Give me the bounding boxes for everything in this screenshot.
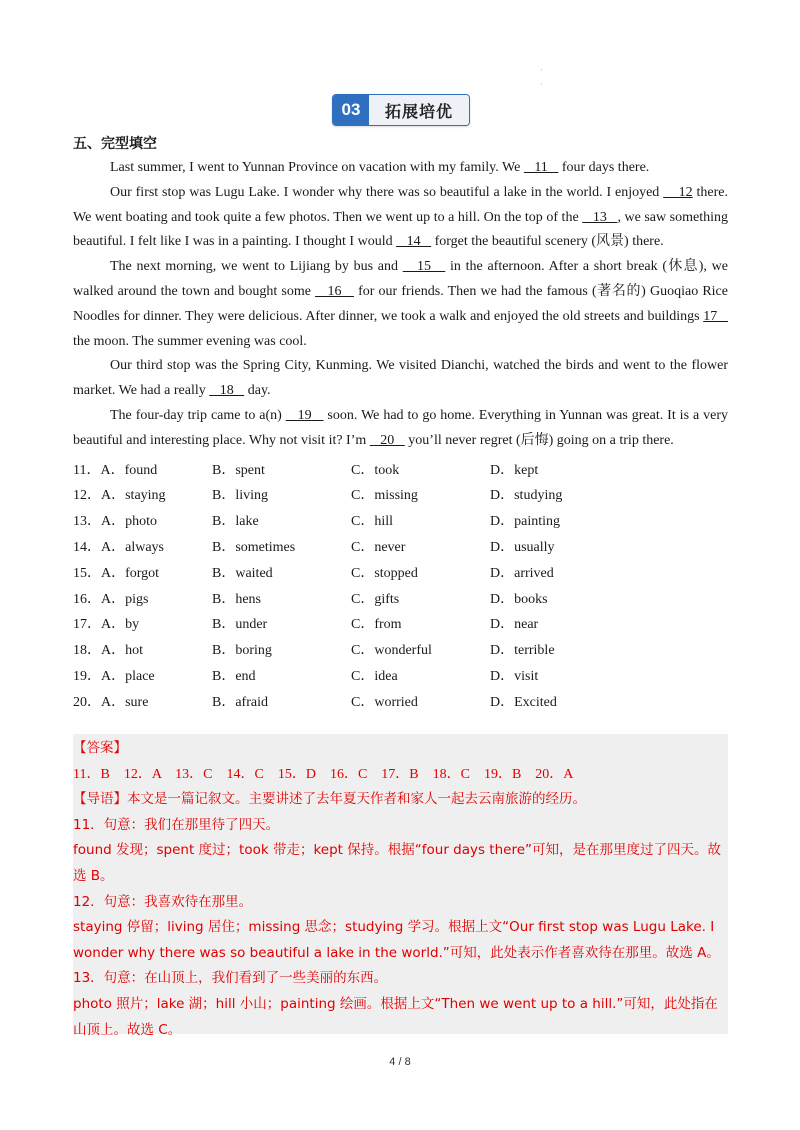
passage-paragraph (73, 156, 728, 181)
cloze-blank: 17 (703, 308, 728, 324)
option-item: B．waited (212, 565, 273, 581)
option-item: C．wonderful (351, 643, 432, 659)
option-row (73, 664, 728, 690)
answer-box (73, 734, 728, 1038)
option-item: 16．A．pigs (73, 591, 149, 607)
cloze-blank: 12 (663, 184, 693, 200)
option-item: C．hill (351, 514, 394, 530)
badge-title: 拓展培优 (369, 95, 469, 125)
explanation-line: photo 照片；lake 湖；hill 小山；painting 绘画。根据上文“Then we went up to a hill.”可知，此处指在山顶上。故选 C。 (73, 995, 718, 1038)
option-item: B．hens (212, 591, 261, 607)
section-title: 五、完型填空 (73, 136, 157, 152)
option-item: B．afraid (212, 694, 268, 710)
passage-text: four days there. (558, 160, 650, 175)
cloze-blank: 18 (209, 383, 245, 399)
passage-paragraph (73, 354, 728, 404)
explanation-line: found 发现；spent 度过；took 带走；kept 保持。根据“four days there”可知，是在那里度过了四天。故选 B。 (73, 842, 722, 884)
passage-paragraph (73, 181, 728, 255)
passage-paragraph (73, 404, 728, 454)
option-item: 13．A．photo (73, 514, 157, 530)
cloze-blank: 14 (396, 234, 432, 250)
option-row (73, 561, 728, 587)
cloze-blank: 11 (523, 160, 559, 175)
option-item: D．usually (490, 539, 555, 555)
cloze-blank: 13 (582, 209, 618, 225)
option-item: 17．A．by (73, 617, 140, 633)
option-item: B．spent (212, 462, 265, 478)
option-item: 15．A．forgot (73, 565, 160, 581)
option-item: D．kept (490, 462, 539, 478)
passage-text: , we saw something beautiful. I felt like I was in a painting. I thought I would (73, 209, 729, 250)
option-item: C．took (351, 462, 400, 478)
option-item: D．near (490, 617, 539, 633)
option-row (73, 483, 728, 509)
option-row (73, 458, 728, 484)
option-item: B．boring (212, 643, 272, 659)
passage-text: forget the beautiful scenery (风景) there. (431, 234, 664, 250)
passage-text: there. We went boating and took quite a few photos. Then we went up to a hill. On the top of the (73, 184, 729, 225)
option-item: C．never (351, 539, 406, 555)
option-item: D．books (490, 591, 548, 607)
option-item: B．under (212, 617, 268, 633)
passage-text: in the afternoon. After a short break (休息), we walked around the town and bought some (73, 259, 728, 299)
option-item: C．from (351, 617, 402, 633)
option-item: 11．A．found (73, 462, 158, 478)
section-badge (332, 94, 470, 126)
option-item: B．end (212, 668, 256, 684)
cloze-blank: 20 (369, 432, 405, 448)
passage (73, 156, 728, 454)
explanation-line: 11．句意：我们在那里待了四天。 (73, 816, 280, 833)
passage-text: Last summer, I went to Yunnan Province on vacation with my family. We (110, 160, 524, 175)
passage-text: soon. We had to go home. Everything in Yunnan was great. It is a very beautiful and interesting place. Why not visit it? I’m (73, 407, 729, 448)
passage-text: Our third stop was the Spring City, Kunming. We visited Dianchi, watched the birds and went to the flower market. We had a really (73, 358, 728, 399)
option-item: 12．A．staying (73, 488, 166, 504)
option-row (73, 612, 728, 638)
option-item: D．Excited (490, 694, 557, 710)
option-row (73, 509, 728, 535)
option-item: C．missing (351, 488, 418, 504)
option-item: C．stopped (351, 565, 418, 581)
cloze-blank: 19 (285, 407, 324, 423)
option-item: B．living (212, 488, 269, 504)
decorative-dots: · · (540, 66, 543, 89)
passage-text: for our friends. Then we had the famous (著名的) Guoqiao Rice Noodles for dinner. They were delicious. After dinner, we took a walk and enjoyed the old streets and buildings (73, 283, 728, 324)
explanation-line: 12．句意：我喜欢待在那里。 (73, 893, 253, 910)
page-number: 4 / 8 (389, 1056, 411, 1068)
option-item: 14．A．always (73, 539, 164, 555)
cloze-blank: 16 (315, 283, 354, 299)
passage-paragraph (73, 255, 728, 354)
options-list (73, 458, 728, 716)
option-row (73, 638, 728, 664)
option-row (73, 535, 728, 561)
option-row (73, 587, 728, 613)
option-item: D．visit (490, 668, 539, 684)
option-item: D．studying (490, 488, 563, 504)
option-item: D．terrible (490, 643, 555, 659)
answer-label: 【答案】 (73, 740, 127, 756)
passage-text: The four-day trip came to a(n) (110, 407, 286, 423)
passage-text: Our first stop was Lugu Lake. I wonder why there was so beautiful a lake in the world. I enjoyed (110, 184, 664, 200)
cloze-content (73, 134, 728, 716)
passage-text: The next morning, we went to Lijiang by bus and (110, 259, 403, 275)
option-item: C．gifts (351, 591, 400, 607)
answer-intro: 【导语】本文是一篇记叙文。主要讲述了去年夏天作者和家人一起去云南旅游的经历。 (73, 791, 586, 808)
option-item: 18．A．hot (73, 643, 143, 659)
option-item: 19．A．place (73, 668, 155, 684)
option-row (73, 690, 728, 716)
option-item: B．lake (212, 514, 259, 530)
option-item: D．arrived (490, 565, 554, 581)
option-item: B．sometimes (212, 539, 296, 555)
option-item: C．idea (351, 668, 398, 684)
answer-explanations (73, 813, 728, 1043)
answer-keys: 11．B 12．A 13．C 14．C 15．D 16．C 17．B 18．C 19．B 20．A (73, 766, 574, 782)
explanation-line: 13．句意：在山顶上，我们看到了一些美丽的东西。 (73, 970, 388, 987)
passage-text: you’ll never regret (后悔) going on a trip there. (404, 432, 674, 448)
option-item: 20．A．sure (73, 694, 149, 710)
passage-text: the moon. The summer evening was cool. (73, 333, 307, 349)
explanation-line: staying 停留；living 居住；missing 思念；studying 学习。根据上文“Our first stop was Lugu Lake. I wonder why there was so beautiful a lake in the world.”可知，此处表示作者喜欢待在那里。故选 A。 (73, 919, 720, 961)
cloze-blank: 15 (402, 259, 446, 275)
badge-number: 03 (333, 95, 369, 125)
option-item: D．painting (490, 514, 560, 530)
passage-text: day. (244, 383, 271, 399)
option-item: C．worried (351, 694, 418, 710)
